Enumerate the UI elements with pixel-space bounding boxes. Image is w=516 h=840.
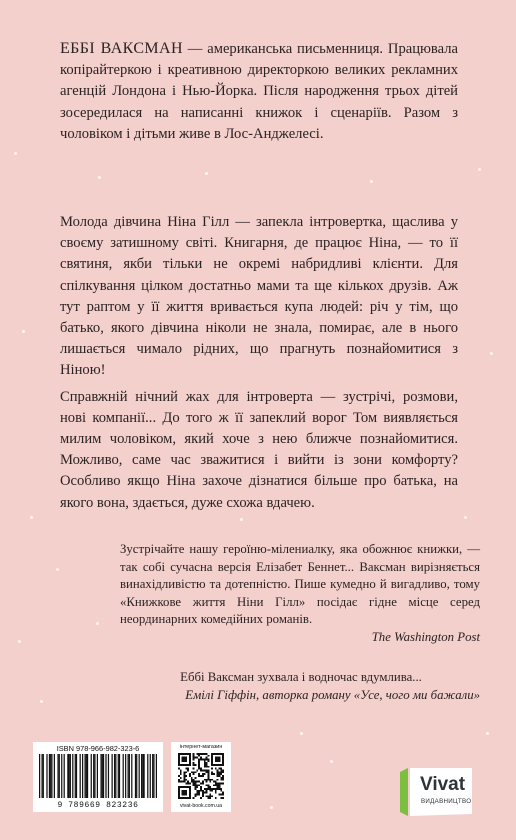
isbn-barcode [33,742,163,812]
qr-top-label: інтернет-магазин [179,744,223,750]
speck [98,176,101,179]
qr-block [171,742,231,812]
speck [22,330,25,333]
barcode-digits: 9 789669 823236 [57,801,139,810]
speck [56,568,59,571]
speck [14,152,17,155]
speck [486,732,489,735]
speck [478,168,481,171]
qr-code-icon [178,753,224,799]
speck [270,806,273,809]
speck [30,516,33,519]
speck [330,760,333,763]
publisher-name: Vivat [420,774,466,795]
isbn-label: ISBN 978-966-982-323-6 [56,744,140,753]
publisher-logo [400,768,474,816]
speck [300,732,303,735]
review-text: Зустрічайте нашу героїню-мілениалку, яка обожнює книжки, — так собі сучасна версія Елізабет Беннет... Ваксман вирізняється винахідливістю та дотепністю. Пише кумедно й вигадливо, тому «Книжкове життя Ніни Гілл» посідає гідне місце серед неординарних комедійних романів. [120,542,480,627]
review-text: Еббі Ваксман зухвала і водночас вдумлива... [180,670,422,684]
review-quote [120,541,480,647]
qr-bottom-label: vivat-book.com.ua [179,803,223,809]
publisher-subtitle: ВИДАВНИЦТВО [421,798,472,805]
speck [205,172,208,175]
description-paragraph: Молода дівчина Ніна Гілл — запекла інтровертка, щаслива у своєму затишному світі. Книгарня, де працює Ніна, — то її святиня, якби тільки не окремі набридливі клієнти. Для спілкування цілком достатньо мами та ще кількох друзів. Аж тут раптом у її життя вривається купа людей: річ у тім, що батько, якого дівчина ніколи не знала, помирає, але в нього лишається чимало рідних, що прагнуть познайомитися з Ніною! [60,214,458,379]
author-bio-text: — американська письменниця. Працювала копірайтеркою і креативною директоркою великих рекламних агенцій Лондона і Нью-Йорка. Після народження трьох дітей зосередилася на написанні книжок і сценаріїв. Разом з чоловіком і дітьми живе в Лос-Анджелесі. [60,41,458,142]
speck [370,180,373,183]
book-description [60,212,458,519]
review-quote [122,668,480,704]
speck [18,640,21,643]
speck [490,352,493,355]
author-bio [60,38,458,145]
speck [96,622,99,625]
speck [40,700,43,703]
author-name: ЕББІ ВАКСМАН [60,40,183,57]
speck [464,516,467,519]
barcode-bars [39,754,157,798]
description-paragraph: Справжній нічний жах для інтроверта — зустрічі, розмови, нові компанії... До того ж її запеклий ворог Том виявляється милим чоловіком, який хоче з нею ближче познайомитися. Можливо, саме час зважитися і вийти із зони комфорту? Особливо якщо Ніна захоче дізнатися більше про батька, на якого вона, здається, дуже схожа вдачею. [60,388,458,511]
review-source: Емілі Гіффін, авторка роману «Усе, чого ми бажали» [185,688,480,702]
review-source: The Washington Post [371,629,480,644]
